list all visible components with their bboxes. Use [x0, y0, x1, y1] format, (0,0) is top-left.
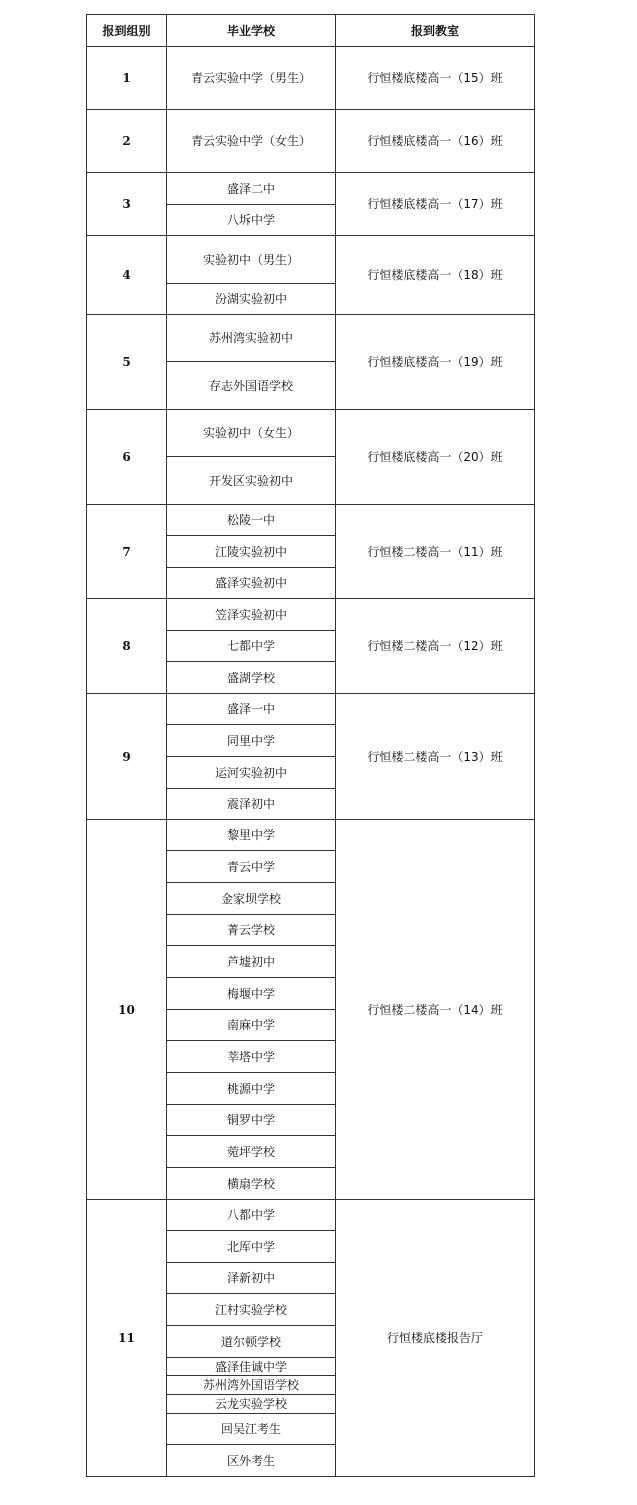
school-name: 笠泽实验初中 — [167, 599, 336, 631]
report-room: 行恒楼底楼高一（16）班 — [336, 110, 535, 173]
group-number: 10 — [87, 820, 167, 1200]
table-row — [87, 820, 535, 851]
school-name: 同里中学 — [167, 725, 336, 757]
school-name: 菀坪学校 — [167, 1136, 336, 1168]
group-number: 9 — [87, 694, 167, 820]
school-name: 青云中学 — [167, 851, 336, 883]
group-number: 5 — [87, 315, 167, 410]
school-name: 道尔顿学校 — [167, 1326, 336, 1358]
group-number: 6 — [87, 410, 167, 505]
school-name: 运河实验初中 — [167, 757, 336, 789]
school-name: 盛泽二中 — [167, 173, 336, 205]
school-name: 桃源中学 — [167, 1073, 336, 1105]
group-number: 3 — [87, 173, 167, 236]
school-name: 震泽初中 — [167, 789, 336, 820]
school-name: 金家坝学校 — [167, 883, 336, 915]
school-name: 盛泽实验初中 — [167, 568, 336, 599]
school-name: 存志外国语学校 — [167, 362, 336, 410]
school-name: 铜罗中学 — [167, 1105, 336, 1136]
school-name: 横扇学校 — [167, 1168, 336, 1200]
header-group: 报到组别 — [87, 15, 167, 47]
school-name: 区外考生 — [167, 1445, 336, 1477]
school-name: 黎里中学 — [167, 820, 336, 851]
table-row — [87, 315, 535, 362]
table-row — [87, 410, 535, 457]
school-name: 菁云学校 — [167, 915, 336, 946]
report-room: 行恒楼底楼报告厅 — [336, 1200, 535, 1477]
table-row — [87, 47, 535, 110]
school-name: 回吴江考生 — [167, 1414, 336, 1445]
table-row — [87, 173, 535, 205]
school-name: 云龙实验学校 — [167, 1395, 336, 1414]
report-room: 行恒楼底楼高一（19）班 — [336, 315, 535, 410]
school-name: 南麻中学 — [167, 1010, 336, 1041]
report-room: 行恒楼二楼高一（14）班 — [336, 820, 535, 1200]
school-name: 苏州湾实验初中 — [167, 315, 336, 362]
school-name: 梅堰中学 — [167, 978, 336, 1010]
school-name: 青云实验中学（男生） — [167, 47, 336, 110]
report-room: 行恒楼二楼高一（12）班 — [336, 599, 535, 694]
table-row — [87, 1200, 535, 1231]
header-room: 报到教室 — [336, 15, 535, 47]
header-school: 毕业学校 — [167, 15, 336, 47]
school-name: 青云实验中学（女生） — [167, 110, 336, 173]
school-name: 八坼中学 — [167, 205, 336, 236]
school-name: 盛泽佳诚中学 — [167, 1358, 336, 1376]
report-room: 行恒楼底楼高一（18）班 — [336, 236, 535, 315]
school-name: 开发区实验初中 — [167, 457, 336, 505]
school-name: 芦墟初中 — [167, 946, 336, 978]
report-room: 行恒楼底楼高一（15）班 — [336, 47, 535, 110]
school-name: 松陵一中 — [167, 505, 336, 536]
report-room: 行恒楼底楼高一（20）班 — [336, 410, 535, 505]
table-body — [87, 47, 535, 1477]
report-room: 行恒楼二楼高一（11）班 — [336, 505, 535, 599]
school-name: 盛湖学校 — [167, 662, 336, 694]
table-row — [87, 110, 535, 173]
school-name: 实验初中（男生） — [167, 236, 336, 284]
header-row — [87, 15, 535, 47]
group-number: 8 — [87, 599, 167, 694]
school-name: 泽新初中 — [167, 1263, 336, 1294]
group-number: 7 — [87, 505, 167, 599]
group-number: 11 — [87, 1200, 167, 1477]
school-name: 江村实验学校 — [167, 1294, 336, 1326]
school-name: 北厍中学 — [167, 1231, 336, 1263]
school-name: 莘塔中学 — [167, 1041, 336, 1073]
table-row — [87, 236, 535, 284]
school-name: 汾湖实验初中 — [167, 284, 336, 315]
school-name: 实验初中（女生） — [167, 410, 336, 457]
report-room: 行恒楼二楼高一（13）班 — [336, 694, 535, 820]
school-name: 盛泽一中 — [167, 694, 336, 725]
group-number: 1 — [87, 47, 167, 110]
table-row — [87, 694, 535, 725]
table-row — [87, 505, 535, 536]
report-room: 行恒楼底楼高一（17）班 — [336, 173, 535, 236]
school-name: 江陵实验初中 — [167, 536, 336, 568]
registration-table — [86, 14, 535, 1477]
group-number: 2 — [87, 110, 167, 173]
table-row — [87, 599, 535, 631]
school-name: 苏州湾外国语学校 — [167, 1376, 336, 1395]
group-number: 4 — [87, 236, 167, 315]
school-name: 八都中学 — [167, 1200, 336, 1231]
school-name: 七都中学 — [167, 631, 336, 662]
